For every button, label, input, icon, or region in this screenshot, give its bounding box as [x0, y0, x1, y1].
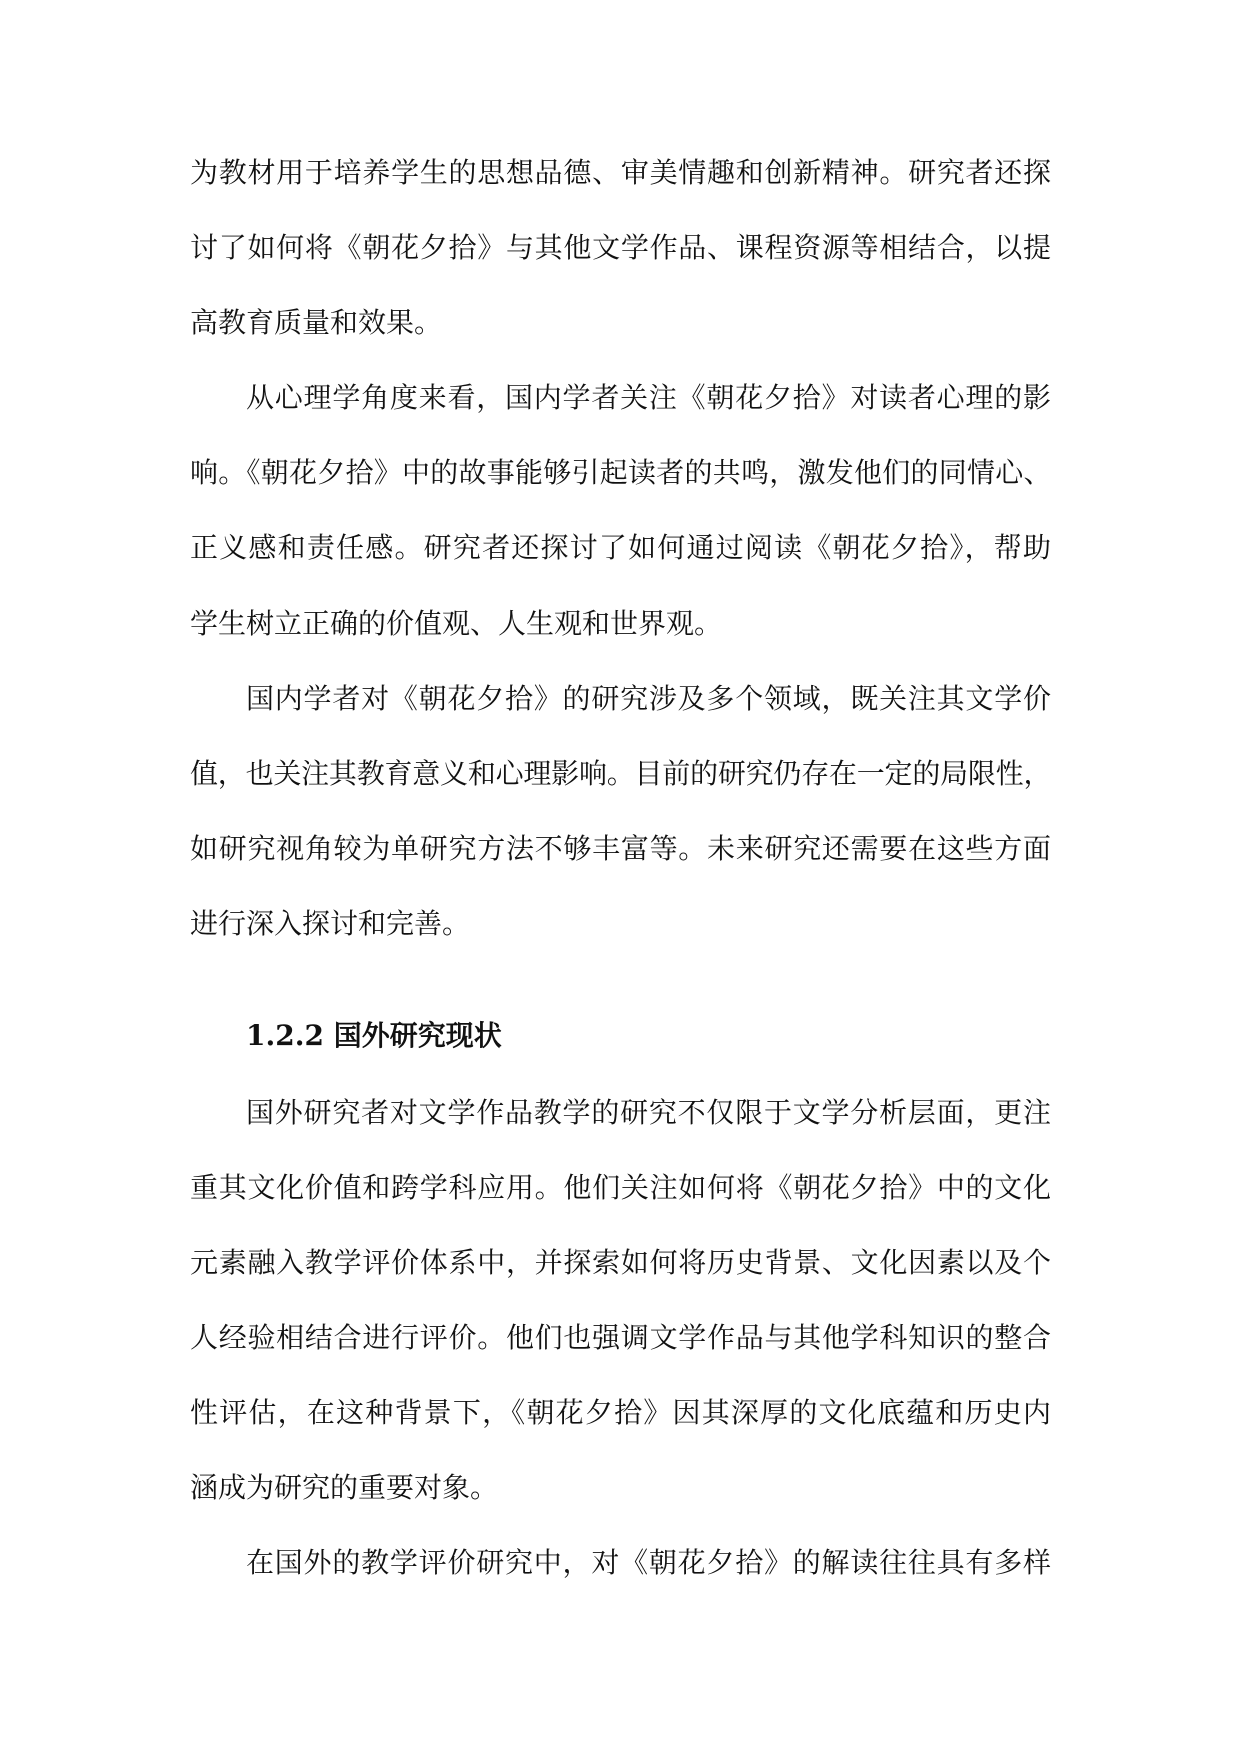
- text-line: 性评估，在这种背景下，《朝花夕拾》因其深厚的文化底蕴和历史内: [190, 1396, 1051, 1429]
- text-line: 进行深入探讨和完善。: [190, 906, 471, 940]
- text-line: 元素融入教学评价体系中，并探索如何将历史背景、文化因素以及个: [190, 1245, 1051, 1279]
- text-line: 重其文化价值和跨学科应用。他们关注如何将《朝花夕拾》中的文化: [190, 1170, 1051, 1204]
- text-line: 涵成为研究的重要对象。: [190, 1471, 499, 1505]
- text-line: 如研究视角较为单研究方法不够丰富等。未来研究还需要在这些方面: [190, 831, 1051, 865]
- text-line: 讨了如何将《朝花夕拾》与其他文学作品、课程资源等相结合，以提: [190, 231, 1051, 265]
- text-line: 值，也关注其教育意义和心理影响。目前的研究仍存在一定的局限性，: [190, 756, 1051, 790]
- paragraph: [190, 135, 1051, 360]
- paragraph: [190, 661, 1051, 961]
- text-line: 高教育质量和效果。: [190, 306, 443, 340]
- text-line: 学生树立正确的价值观、人生观和世界观。: [190, 606, 723, 640]
- paragraph: [190, 1075, 1051, 1526]
- text-line: 从心理学角度来看，国内学者关注《朝花夕拾》对读者心理的影: [246, 381, 1051, 415]
- section-heading: 1.2.2 国外研究现状: [246, 1018, 502, 1052]
- text-line: 在国外的教学评价研究中，对《朝花夕拾》的解读往往具有多样: [246, 1546, 1051, 1580]
- text-line: 正义感和责任感。研究者还探讨了如何通过阅读《朝花夕拾》，帮助: [190, 531, 1051, 565]
- page-body: [190, 135, 1051, 1600]
- paragraph: [190, 360, 1051, 660]
- paragraph: [190, 1525, 1051, 1600]
- text-line: 为教材用于培养学生的思想品德、审美情趣和创新精神。研究者还探: [190, 156, 1051, 189]
- text-line: 国外研究者对文学作品教学的研究不仅限于文学分析层面，更注: [246, 1095, 1051, 1129]
- text-line: 响。《朝花夕拾》中的故事能够引起读者的共鸣，激发他们的同情心、: [190, 456, 1051, 490]
- text-line: 国内学者对《朝花夕拾》的研究涉及多个领域，既关注其文学价: [246, 681, 1051, 715]
- text-line: 人经验相结合进行评价。他们也强调文学作品与其他学科知识的整合: [190, 1320, 1051, 1354]
